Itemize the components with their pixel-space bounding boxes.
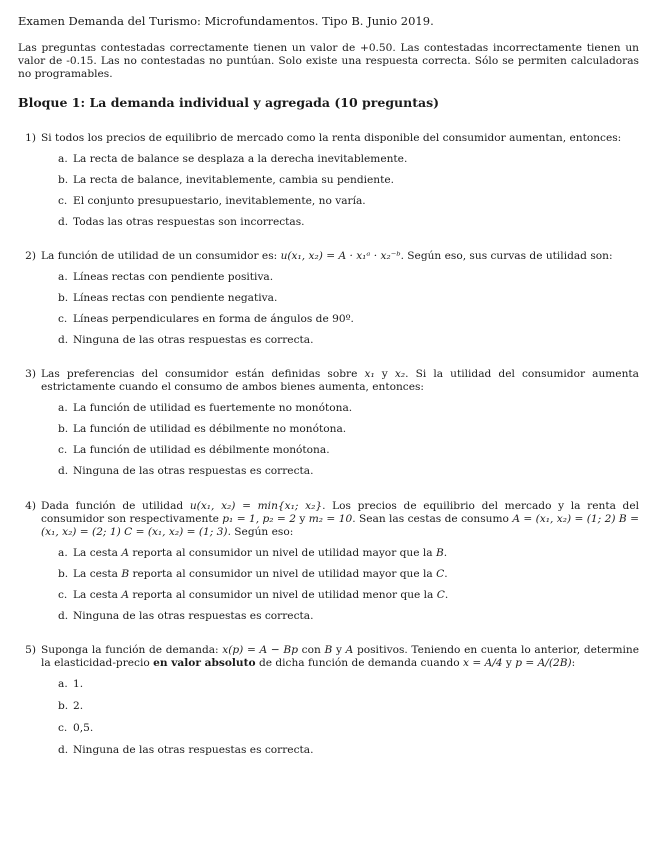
option-letter: b. xyxy=(58,700,69,712)
option-text: 1. xyxy=(73,678,84,690)
option-letter: c. xyxy=(58,589,68,601)
option-text: Todas las otras respuestas son incorrectas. xyxy=(73,216,305,228)
option-text-part: La cesta xyxy=(73,547,122,559)
quantity-math: x = A/4 xyxy=(462,657,503,669)
question-text-part: Dada función de utilidad xyxy=(41,500,190,512)
bundle-math: C xyxy=(436,568,445,580)
question-text-part: . Según eso: xyxy=(227,526,294,538)
option-a xyxy=(58,678,639,691)
bundle-math: C xyxy=(436,589,445,601)
option-d xyxy=(58,610,639,623)
question-text-part: La función de utilidad de un consumidor es: xyxy=(41,250,281,262)
question-text xyxy=(41,368,639,394)
question-text xyxy=(41,250,639,263)
option-a xyxy=(58,402,639,415)
option-text-part: La cesta xyxy=(73,568,122,580)
option-b xyxy=(58,423,639,436)
option-text: La función de utilidad es débilmente monótona. xyxy=(73,444,330,456)
option-text: Ninguna de las otras respuestas es correcta. xyxy=(73,465,314,477)
option-letter: b. xyxy=(58,174,69,186)
option-c xyxy=(58,195,639,208)
question-text xyxy=(41,500,639,539)
option-text: Ninguna de las otras respuestas es correcta. xyxy=(73,610,314,622)
question-text-part: : xyxy=(571,657,576,669)
option-text: 2. xyxy=(73,700,84,712)
option-text xyxy=(73,568,448,581)
option-text: Líneas rectas con pendiente positiva. xyxy=(73,271,274,283)
option-list xyxy=(18,402,639,478)
option-c xyxy=(58,313,639,326)
exam-instructions: Las preguntas contestadas correctamente tienen un valor de +0.50. Las contestadas incorrectamente tienen un valor de -0.15. Las no contestadas no puntúan. Solo existe una respuesta correcta. Sólo se permiten calculadoras no programables. xyxy=(18,42,639,80)
prices-math: p₁ = 1, p₂ = 2 xyxy=(222,513,296,525)
option-letter: c. xyxy=(58,722,68,734)
option-a xyxy=(58,153,639,166)
question-text-part: y xyxy=(295,513,309,525)
option-list xyxy=(18,271,639,347)
question-text-part: . Si la utilidad del consumidor aumenta estrictamente cuando el consumo de ambos bienes aumenta, entonces: xyxy=(41,368,639,393)
option-c xyxy=(58,589,639,602)
option-text: 0,5. xyxy=(73,722,94,734)
question-number: 3) xyxy=(25,368,36,380)
option-letter: a. xyxy=(58,678,68,690)
question-number: 1) xyxy=(25,132,36,144)
option-text-part: reporta al consumidor un nivel de utilidad menor que la xyxy=(128,589,437,601)
option-b xyxy=(58,568,639,581)
bundle-math: A xyxy=(121,547,129,559)
option-text: El conjunto presupuestario, inevitablemente, no varía. xyxy=(73,195,366,207)
option-letter: d. xyxy=(58,744,69,756)
option-letter: c. xyxy=(58,195,68,207)
option-list xyxy=(18,678,639,757)
question-number: 5) xyxy=(25,644,36,656)
option-d xyxy=(58,744,639,757)
option-c xyxy=(58,444,639,457)
question-text-part: positivos. Teniendo en cuenta lo anterior, determine la elasticidad-precio xyxy=(41,644,639,669)
option-d xyxy=(58,216,639,229)
option-a xyxy=(58,547,639,560)
question-text-part: con xyxy=(297,644,325,656)
question-2 xyxy=(18,250,639,347)
bundle-math: B xyxy=(435,547,444,559)
question-text-part: . Según eso, sus curvas de utilidad son: xyxy=(400,250,613,262)
question-text-part: Las preferencias del consumidor están definidas sobre xyxy=(41,368,365,380)
question-number: 2) xyxy=(25,250,36,262)
option-d xyxy=(58,334,639,347)
question-1 xyxy=(18,132,639,229)
question-text-part: Suponga la función de demanda: xyxy=(41,644,223,656)
option-text-part: reporta al consumidor un nivel de utilidad mayor que la xyxy=(128,547,436,559)
question-text-part: . Los precios de equilibrio del mercado y la renta del consumidor son respectivamente xyxy=(41,500,640,525)
good-1-math: x₁ xyxy=(364,368,375,380)
option-b xyxy=(58,700,639,713)
option-letter: b. xyxy=(58,423,69,435)
option-text: Líneas perpendiculares en forma de ángulos de 90º. xyxy=(73,313,354,325)
question-text-part: de dicha función de demanda cuando xyxy=(255,657,463,669)
option-letter: c. xyxy=(58,444,68,456)
demand-function-math: x(p) = A − Bp xyxy=(222,644,298,656)
option-text-part: La cesta xyxy=(73,589,122,601)
bundle-math: A xyxy=(121,589,129,601)
option-text-part: . xyxy=(443,547,448,559)
option-text xyxy=(73,547,447,560)
option-text: La función de utilidad es débilmente no monótona. xyxy=(73,423,347,435)
option-text: Ninguna de las otras respuestas es correcta. xyxy=(73,334,314,346)
option-letter: d. xyxy=(58,334,69,346)
option-d xyxy=(58,465,639,478)
option-letter: d. xyxy=(58,610,69,622)
option-text: La recta de balance, inevitablemente, cambia su pendiente. xyxy=(73,174,394,186)
good-2-math: x₂ xyxy=(394,368,406,380)
option-list xyxy=(18,153,639,229)
option-c xyxy=(58,722,639,735)
question-text xyxy=(41,644,639,670)
option-letter: b. xyxy=(58,292,69,304)
exam-header: Examen Demanda del Turismo: Microfundamentos. Tipo B. Junio 2019. xyxy=(18,14,434,28)
option-list xyxy=(18,547,639,623)
bundle-math: B xyxy=(121,568,130,580)
option-text: La función de utilidad es fuertemente no monótona. xyxy=(73,402,353,414)
option-letter: a. xyxy=(58,271,68,283)
option-text: La recta de balance se desplaza a la derecha inevitablemente. xyxy=(73,153,408,165)
bundles-math: A = (x₁, x₂) = (1; 2) B = (x₁, x₂) = (2; 1) C = (x₁, x₂) = (1; 3) xyxy=(41,513,639,538)
question-5 xyxy=(18,644,639,757)
block-title: Bloque 1: La demanda individual y agregada (10 preguntas) xyxy=(18,95,440,110)
option-text xyxy=(73,589,448,602)
option-letter: a. xyxy=(58,547,68,559)
param-b-math: B xyxy=(324,644,333,656)
question-text-part: y xyxy=(502,657,516,669)
option-letter: d. xyxy=(58,465,69,477)
option-letter: b. xyxy=(58,568,69,580)
question-3 xyxy=(18,368,639,478)
option-text-part: reporta al consumidor un nivel de utilidad mayor que la xyxy=(129,568,437,580)
utility-function-math: u(x₁, x₂) = A · x₁ᵃ · x₂⁻ᵇ xyxy=(280,250,401,262)
utility-function-math: u(x₁, x₂) = min{x₁; x₂} xyxy=(189,500,323,512)
option-text-part: . xyxy=(444,589,449,601)
option-a xyxy=(58,271,639,284)
param-a-math: A xyxy=(345,644,354,656)
question-4 xyxy=(18,500,639,623)
question-text-part: y xyxy=(332,644,346,656)
option-text-part: . xyxy=(444,568,448,580)
option-text: Líneas rectas con pendiente negativa. xyxy=(73,292,278,304)
income-math: m₂ = 10 xyxy=(308,513,353,525)
option-text: Ninguna de las otras respuestas es correcta. xyxy=(73,744,314,756)
question-text-part: y xyxy=(374,368,395,380)
price-math: p = A/(2B) xyxy=(515,657,572,669)
option-letter: c. xyxy=(58,313,68,325)
option-letter: d. xyxy=(58,216,69,228)
option-b xyxy=(58,174,639,187)
question-number: 4) xyxy=(25,500,36,512)
question-text: Si todos los precios de equilibrio de mercado como la renta disponible del consumidor aumentan, entonces: xyxy=(41,132,622,144)
question-text-part: . Sean las cestas de consumo xyxy=(352,513,513,525)
option-letter: a. xyxy=(58,153,68,165)
option-b xyxy=(58,292,639,305)
option-letter: a. xyxy=(58,402,68,414)
emphasis-text: en valor absoluto xyxy=(153,657,256,669)
